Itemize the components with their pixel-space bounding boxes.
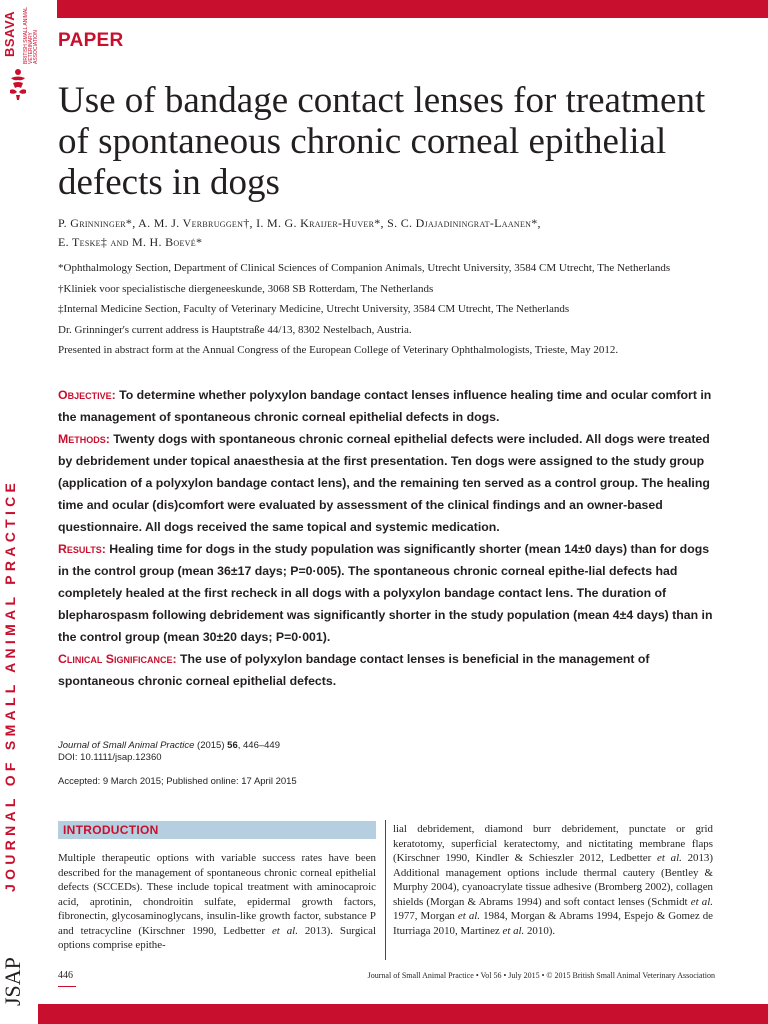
affiliation: Presented in abstract form at the Annual Congress of the European College of Veterinary Ophthalmologists, Trieste, May 2012. bbox=[58, 344, 619, 356]
introduction-heading bbox=[58, 821, 376, 839]
abstract-objective bbox=[58, 384, 718, 428]
bsava-branding bbox=[0, 0, 39, 110]
body-text: 2010). bbox=[524, 924, 556, 937]
top-red-bar bbox=[57, 0, 768, 18]
abstract-significance bbox=[58, 648, 718, 692]
bsava-logo-icon bbox=[7, 66, 29, 102]
author-list bbox=[58, 214, 708, 252]
body-text: et al. bbox=[271, 924, 298, 937]
body-text: 2013). Surgical options comprise epithe- bbox=[58, 924, 376, 951]
body-text: Multiple therapeutic options with variable success rates have been described for the management of spontaneous chronic corneal epithelial defects (SCCEDs). These include topical treatment with aminocaproic acid, aprotinin, chondroitin sulfate, epidermal growth factors, fibronectin, glycosaminoglycans, insulin-like growth factor, substance P and tetracycline (Kirschner 1990, Ledbetter bbox=[58, 852, 376, 937]
citation-line bbox=[58, 740, 458, 752]
jsap-logo: JSAP bbox=[0, 957, 25, 1007]
article-type-label: PAPER bbox=[58, 30, 124, 51]
page-number-rule bbox=[58, 986, 76, 987]
body-text: 1984, Morgan & Abrams 1994, Espejo & Gomez de Iturriaga 2010, Martinez bbox=[393, 910, 713, 937]
citation-doi[interactable]: DOI: 10.1111/jsap.12360 bbox=[58, 752, 162, 763]
abstract-results bbox=[58, 538, 718, 648]
citation-journal: Journal of Small Animal Practice bbox=[58, 740, 195, 751]
bsava-subtitle: BRITISH SMALL ANIMAL VETERINARY ASSOCIATION bbox=[23, 7, 39, 64]
abstract-label: Results: bbox=[58, 542, 106, 556]
citation-year: (2015) bbox=[194, 740, 228, 751]
article-title: Use of bandage contact lenses for treatment of spontaneous chronic corneal epithelial defects in dogs bbox=[58, 80, 706, 203]
introduction-heading-text: INTRODUCTION bbox=[63, 823, 159, 837]
affiliation: Dr. Grinninger's current address is Hauptstraße 44/13, 8302 Nestelbach, Austria. bbox=[58, 323, 412, 336]
abstract bbox=[58, 384, 718, 692]
citation-dates: Accepted: 9 March 2015; Published online: 17 April 2015 bbox=[58, 776, 297, 787]
affiliation: *Ophthalmology Section, Department of Clinical Sciences of Companion Animals, Utrecht University, 3584 CM Utrecht, The Netherlands bbox=[58, 262, 671, 274]
abstract-label: Objective: bbox=[58, 388, 116, 402]
body-text: et al. bbox=[690, 895, 713, 908]
body-column-right bbox=[393, 822, 713, 938]
abstract-text: To determine whether polyxylon bandage contact lenses influence healing time and ocular comfort in the management of spontaneous chronic corneal epithelial defects in dogs. bbox=[58, 388, 712, 424]
abstract-label: Clinical Significance: bbox=[58, 652, 177, 666]
body-text: et al. bbox=[657, 852, 682, 864]
body-column-left bbox=[58, 851, 376, 953]
citation-pages: , 446–449 bbox=[237, 740, 280, 751]
affiliations bbox=[58, 262, 718, 365]
page-number: 446 bbox=[58, 970, 73, 981]
bsava-wordmark: BSAVA bbox=[2, 10, 17, 58]
author-line: P. Grinninger*, A. M. J. Verbruggen†, I. M. G. Kraijer-Huver*, S. C. Djajadiningrat-Laanen*, bbox=[58, 216, 541, 230]
footer-journal-info: Journal of Small Animal Practice • Vol 56 • July 2015 • © 2015 British Small Animal Veterinary Association bbox=[367, 971, 715, 980]
body-text: et al. bbox=[502, 924, 525, 937]
abstract-text: Healing time for dogs in the study population was significantly shorter (mean 14±0 days) than for dogs in the control group (mean 36±17 days; P=0·005). The spontaneous chronic corneal epithe-lial defects had completely healed at the first recheck in all dogs with a polyxylon bandage contact lens. The duration of blepharospasm following debridement was significantly shorter in the study population (mean 4±4 days) than in the control group (mean 30±20 days; P=0·001). bbox=[58, 542, 713, 644]
citation-volume: 56 bbox=[227, 740, 238, 751]
citation-block bbox=[58, 740, 458, 788]
abstract-text: The use of polyxylon bandage contact lenses is beneficial in the management of spontaneous chronic corneal epithelial defects. bbox=[58, 652, 650, 688]
affiliation: †Kliniek voor specialistische diergeneeskunde, 3068 SB Rotterdam, The Netherlands bbox=[58, 282, 434, 295]
abstract-methods bbox=[58, 428, 718, 538]
author-line: E. Teske‡ and M. H. Boevé* bbox=[58, 235, 203, 249]
affiliation: ‡Internal Medicine Section, Faculty of Veterinary Medicine, Utrecht University, 3584 CM Utrecht, The Netherlands bbox=[58, 303, 570, 315]
body-text: 1977, Morgan bbox=[393, 910, 458, 922]
column-divider bbox=[385, 820, 386, 960]
abstract-text: Twenty dogs with spontaneous chronic corneal epithelial defects were included. All dogs were treated by debridement under topical anaesthesia at the first presentation. Ten dogs were assigned to the study group (application of a polyxylon bandage contact lens), and the remaining ten served as a control group. The healing time and ocular (dis)comfort were evaluated by assessment of the clinical findings and an owner-based questionnaire. All dogs received the same topical and systemic medication. bbox=[58, 432, 710, 534]
abstract-label: Methods: bbox=[58, 432, 110, 446]
journal-name-vertical: JOURNAL OF SMALL ANIMAL PRACTICE bbox=[2, 478, 18, 892]
bottom-red-bar bbox=[38, 1004, 768, 1024]
body-text: lial debridement, diamond burr debridement, punctate or grid keratotomy, superficial keratectomy, and nictitating membrane flaps (Kirschner 1990, Kindler & Schieszler 2012, Ledbetter bbox=[393, 823, 713, 864]
body-text: 2013) Additional management options include thermal cautery (Bentley & Murphy 2004), cyanoacrylate tissue adhesive (Bromberg 2002), collagen shields (Morgan & Abrams 1994) and soft contact lenses (Schmidt bbox=[393, 852, 713, 908]
body-text: et al. bbox=[457, 910, 481, 922]
